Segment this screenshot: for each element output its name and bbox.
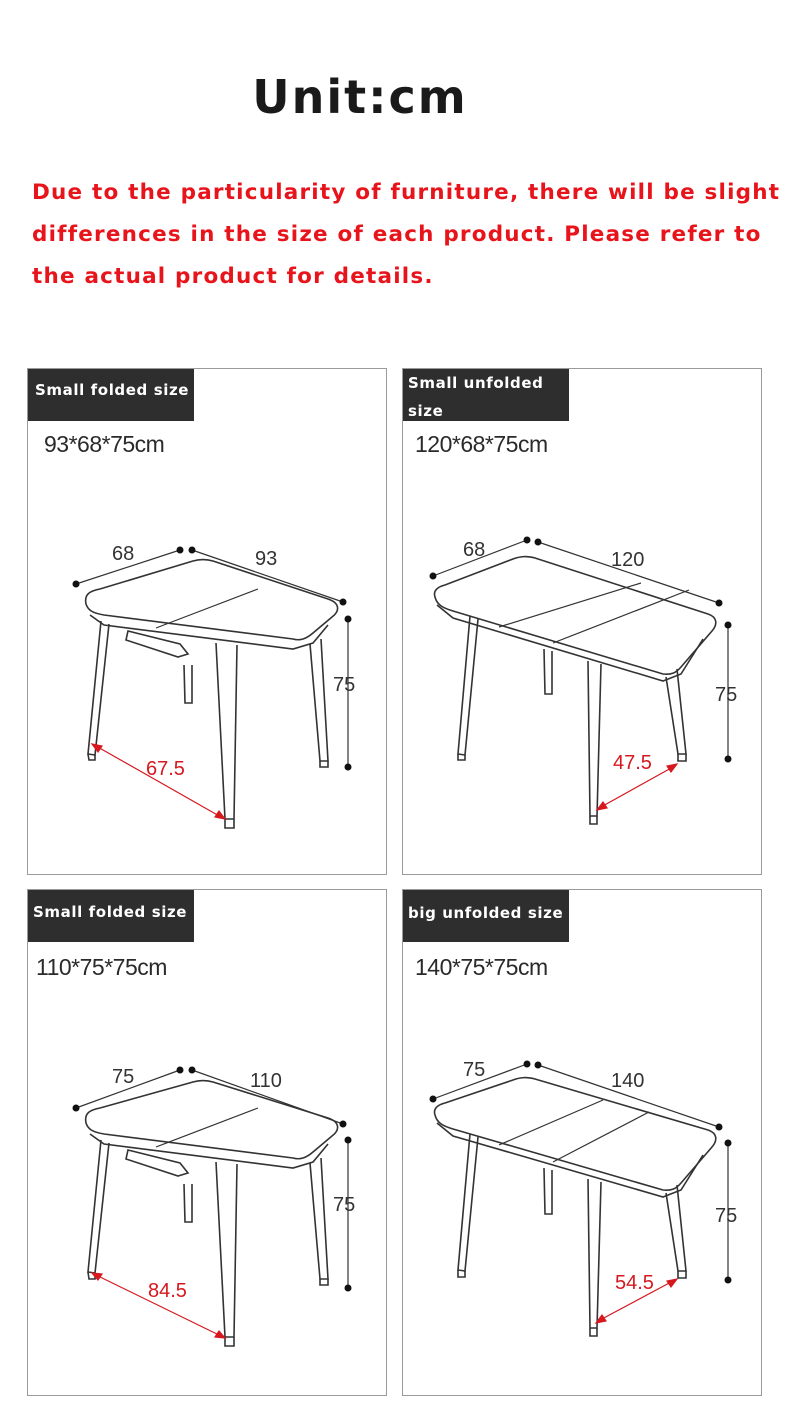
size-dimensions: 110*75*75cm	[36, 954, 167, 980]
leg-distance-label: 47.5	[613, 752, 652, 774]
table-top	[434, 1078, 715, 1191]
folded-table-drawing	[28, 890, 388, 1397]
height-label: 75	[333, 674, 356, 696]
depth-label: 68	[463, 539, 486, 561]
leg-distance-label: 84.5	[148, 1280, 187, 1302]
leg-distance-label: 54.5	[615, 1272, 654, 1294]
folded-table-drawing	[28, 369, 388, 876]
size-panel-big-unfolded	[402, 889, 762, 1396]
size-panel-small-folded-2	[27, 889, 387, 1396]
width-label: 93	[255, 548, 278, 570]
width-label: 120	[611, 549, 645, 571]
size-panel-small-folded	[27, 368, 387, 875]
width-label: 110	[250, 1070, 282, 1092]
size-tag: Small folded size	[28, 890, 194, 942]
size-tag: Small folded size	[28, 369, 194, 421]
leg-distance-label: 67.5	[146, 758, 185, 780]
table-top	[434, 557, 715, 675]
size-dimensions: 93*68*75cm	[44, 431, 165, 457]
height-label: 75	[333, 1194, 356, 1216]
size-tag: big unfolded size	[403, 890, 569, 942]
width-label: 140	[611, 1070, 645, 1092]
depth-label: 75	[112, 1066, 135, 1088]
notice-line-1: Due to the particularity of furniture, there will be slight	[32, 180, 781, 205]
notice-line-2: differences in the size of each product. Please refer to	[32, 222, 762, 247]
notice-line-3: the actual product for details.	[32, 264, 434, 289]
height-label: 75	[715, 684, 738, 706]
big-unfolded-table-drawing	[403, 890, 763, 1397]
size-tag: Small unfolded size	[403, 369, 569, 421]
depth-label: 75	[463, 1059, 486, 1081]
notice-text	[32, 172, 781, 298]
height-label: 75	[715, 1205, 738, 1227]
unfolded-table-drawing	[403, 369, 763, 876]
depth-label: 68	[112, 543, 135, 565]
size-dimensions: 120*68*75cm	[415, 431, 548, 457]
size-dimensions: 140*75*75cm	[415, 954, 548, 980]
size-panel-small-unfolded	[402, 368, 762, 875]
page-title: Unit:cm	[252, 70, 468, 124]
